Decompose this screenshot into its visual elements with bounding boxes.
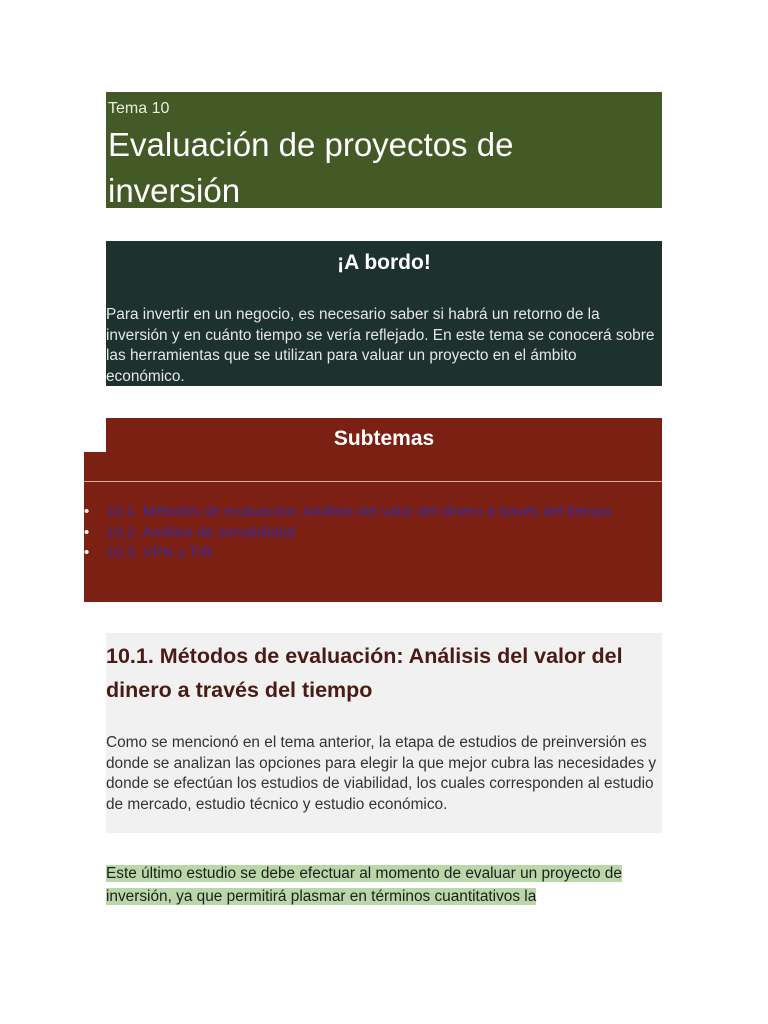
intro-heading: ¡A bordo! — [337, 251, 431, 274]
subtopic-link-10-1[interactable]: • 10.1. Métodos de evaluación: Análisis del valor del dinero a través del tiempo — [84, 502, 644, 523]
subtopic-link-10-2[interactable]: • 10.2. Análisis de sensibilidad — [84, 523, 644, 544]
intro-block — [106, 241, 662, 386]
highlighted-text: Este último estudio se debe efectuar al momento de evaluar un proyecto de inversión, ya que permitirá plasmar en términos cuantitativos la — [106, 865, 622, 905]
title-block — [106, 92, 662, 208]
subtopic-link-10-3[interactable]: • 10.3. VPN y TIR — [84, 543, 644, 564]
subtopics-list — [84, 502, 644, 564]
intro-text: Para invertir en un negocio, es necesario saber si habrá un retorno de la inversión y en cuánto tiempo se vería reflejado. En este tema se conocerá sobre las herramientas que se utilizan para valuar un proyecto en el ámbito económico. — [106, 306, 655, 385]
section-title: 10.1. Métodos de evaluación: Análisis del valor del dinero a través del tiempo — [106, 644, 623, 702]
topic-label: Tema 10 — [108, 100, 170, 117]
subtopics-step-decoration — [84, 452, 106, 481]
subtopics-header — [106, 418, 662, 481]
page-title: Evaluación de proyectos de inversión — [108, 126, 514, 209]
highlighted-paragraph — [106, 863, 666, 908]
section-block — [106, 633, 662, 833]
section-text: Como se mencionó en el tema anterior, la etapa de estudios de preinversión es donde se analizan las opciones para elegir la que mejor cubra las necesidades y donde se efectúan los estudios de viabilidad, los cuales corresponden al estudio de mercado, estudio técnico y estudio económico. — [106, 734, 657, 813]
subtopics-list-block — [84, 482, 662, 602]
subtopics-heading: Subtemas — [333, 427, 435, 450]
